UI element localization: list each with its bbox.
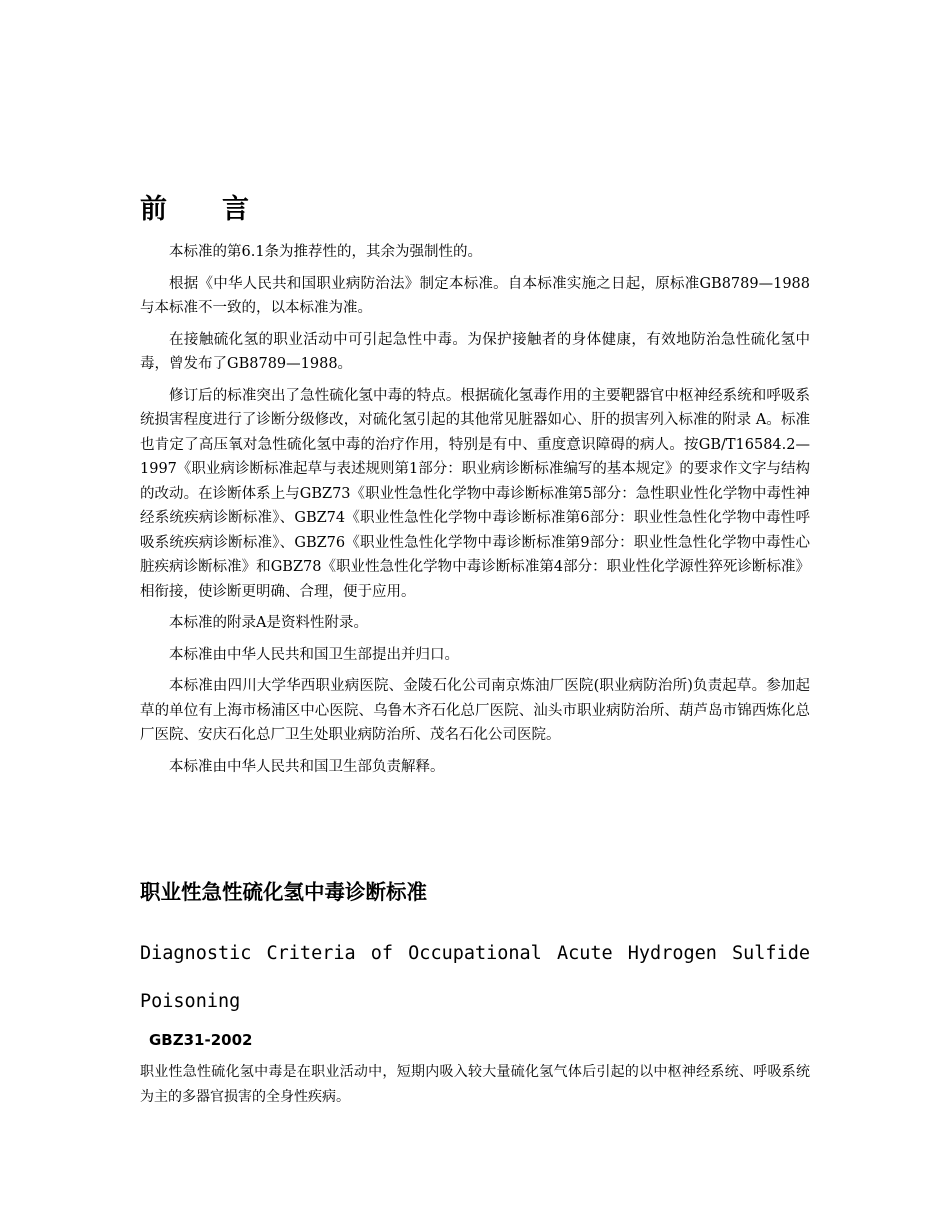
preface-paragraph-6: 本标准由中华人民共和国卫生部提出并归口。 (169, 646, 459, 663)
standard-code: GBZ31-2002 (149, 1031, 253, 1049)
preface-title: 前言 (140, 194, 304, 225)
preface-paragraph-7: 本标准由四川大学华西职业病医院、金陵石化公司南京炼油厂医院(职业病防治所)负责起草。参加起草的单位有上海市杨浦区中心医院、乌鲁木齐石化总厂医院、汕头市职业病防治所、葫芦岛市锦西炼化总厂医院、安庆石化总厂卫生处职业病防治所、茂名石化公司医院。 (140, 678, 810, 743)
preface-paragraph-3: 在接触硫化氢的职业活动中可引起急性中毒。为保护接触者的身体健康，有效地防治急性硫化氢中毒，曾发布了GB8789—1988。 (140, 331, 810, 372)
standard-title-en: Diagnostic Criteria of Occupational Acute Hydrogen Sulfide Poisoning (140, 943, 810, 1012)
preface-paragraph-1: 本标准的第6.1条为推荐性的，其余为强制性的。 (169, 244, 483, 260)
preface-paragraph-4: 修订后的标准突出了急性硫化氢中毒的特点。根据硫化氢毒作用的主要靶器官中枢神经系统和呼吸系统损害程度进行了诊断分级修改，对硫化氢引起的其他常见脏器如心、肝的损害列入标准的附录 A。标准也肯定了高压氧对急性硫化氢中毒的治疗作用，特别是有中、重度意识障碍的病人。按GB/T16584.2—1997《职业病诊断标准起草与表述规则第1部分：职业病诊断标准编写的基本规定》的要求作文字与结构的改动。在诊断体系上与GBZ73《职业性急性化学物中毒诊断标准第5部分：急性职业性化学物中毒性神经系统疾病诊断标准》、GBZ74《职业性急性化学物中毒诊断标准第6部分：职业性急性化学物中毒性呼吸系统疾病诊断标准》、GBZ76《职业性急性化学物中毒诊断标准第9部分：职业性急性化学物中毒性心脏疾病诊断标准》和GBZ78《职业性急性化学物中毒诊断标准第4部分：职业性化学源性猝死诊断标准》相衔接，使诊断更明确、合理，便于应用。 (140, 387, 810, 600)
standard-title-cn: 职业性急性硫化氢中毒诊断标准 (140, 880, 427, 904)
preface-paragraph-5: 本标准的附录A是资料性附录。 (169, 615, 368, 631)
standard-definition: 职业性急性硫化氢中毒是在职业活动中，短期内吸入较大量硫化氢气体后引起的以中枢神经系统、呼吸系统为主的多器官损害的全身性疾病。 (140, 1064, 810, 1105)
preface-paragraph-2: 根据《中华人民共和国职业病防治法》制定本标准。自本标准实施之日起，原标准GB8789—1988与本标准不一致的，以本标准为准。 (140, 275, 810, 316)
preface-body (140, 240, 810, 786)
preface-paragraph-8: 本标准由中华人民共和国卫生部负责解释。 (169, 758, 445, 775)
